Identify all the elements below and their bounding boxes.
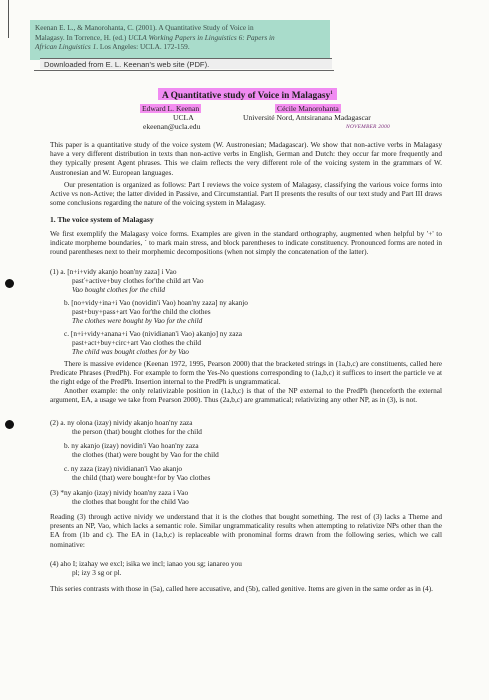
example-1b: b. [no+vidy+ina+i Vao (novidin'i Vao) hoan'ny zaza] ny akanjo — [64, 298, 248, 307]
scan-edge-line — [8, 0, 9, 38]
intro-paragraph: Our presentation is organized as follows: Part I reviews the voice system of Malagasy, classifying the various voice forms into Active vs non-Active; the latter divided in Passive, and Circumstantial. Part II presents the results of our text study and Part III draws some conclusions regarding the nature of the voicing system in Malagasy. — [50, 180, 442, 208]
example-2b: b. ny akanjo (izay) novidin'i Vao hoan'ny zaza — [64, 441, 199, 450]
download-note: Downloaded from E. L. Keenan's web site (PDF). — [40, 58, 332, 69]
example-3-gloss: the clothes that bought for the child Vao — [72, 497, 189, 506]
example-2a: (2) a. ny olona (izay) nividy akanjo hoan'ny zaza — [50, 418, 193, 427]
example-4-cont: pl; izy 3 sg or pl. — [72, 568, 122, 577]
example-4: (4) aho I; izahay we excl; isika we incl; ianao you sg; ianareo you — [50, 559, 242, 568]
example-2c: c. ny zaza (izay) nividianan'i Vao akanjo — [64, 464, 183, 473]
citation-line-2: Malagasy. In Torrence, H. (ed.) UCLA Working Papers in Linguistics 6: Papers in — [35, 32, 275, 42]
example-2b-gloss: the clothes (that) were bought by Vao for the child — [72, 450, 219, 459]
author-2-affil: Université Nord, Antsiranana Madagascar — [243, 113, 371, 122]
citation-line-3: African Linguistics 1. Los Angeles: UCLA. 172-159. — [35, 42, 190, 52]
abstract: This paper is a quantitative study of the voice system (W. Austronesian; Madagascar). We show that non-active verbs in Malagasy have a very different distribution in texts than non-active verbs in English, German and Dutch: they occur far more frequently and they typically present Agent phrases. This we claim reflects the very different role of the voicing system in the grammars of W. Austronesian and W. European languages. — [50, 140, 442, 177]
reading-paragraph: Reading (3) through active nividy we understand that it is the clothes that bought something. The rest of (3) lacks a Theme and presents an NP, Vao, which lacks a semantic role. Similar ungrammaticality results when attempting to relativize NPs other than the EA from (1b and c). The EA in (1a,b,c) is replaceable with pronominal forms drawn from the following series, which we call nominative: — [50, 512, 442, 549]
another-example-paragraph: Another example: the only relativizable position in (1a,b,c) is that of the NP external to the PredPh (henceforth the external argument, EA, a usage we take from Pearson 2000). Thus (2a,b,c) are grammatical; relativizing any other NP, as in (3), is not. — [50, 386, 442, 405]
contrast-paragraph: This series contrasts with those in (5a), called here accusative, and (5b), called genitive. Items are given in the same order as in (4). — [50, 584, 433, 593]
punch-hole — [5, 279, 14, 288]
example-1a: (1) a. [n+i+vidy akanjo hoan'ny zaza] i Vao — [50, 267, 177, 276]
example-2a-gloss: the person (that) bought clothes for the child — [72, 427, 202, 436]
example-2c-gloss: the child (that) were bought+for by Vao clothes — [72, 473, 211, 482]
author-1-affil: UCLA — [173, 113, 194, 122]
example-1a-translation: Vao bought clothes for the child — [72, 285, 166, 294]
divider — [34, 70, 334, 71]
section-heading: 1. The voice system of Malagasy — [50, 215, 154, 224]
example-1b-translation: The clothes were bought by Vao for the child — [72, 316, 203, 325]
citation-box — [30, 20, 330, 60]
example-1a-gloss: pasť+active+buy clothes for'the child art Vao — [72, 276, 204, 285]
section1-paragraph: We first exemplify the Malagasy voice forms. Examples are given in the standard orthography, augmented when helpful by '+' to indicate morpheme boundaries, ´ to mark main stress, and block parentheses to indicate constituency. Pronounced forms are noted in round parentheses next to their morphemic decompositions (when not simply the concatenation of the latter). — [50, 229, 442, 257]
example-1c-gloss: past+act+buy+circ+art Vao clothes the child — [72, 338, 201, 347]
author-1-name: Edward L. Keenan — [142, 104, 200, 113]
evidence-paragraph: There is massive evidence (Keenan 1972, 1995, Pearson 2000) that the bracketed strings in (1a,b,c) are constituents, called here Predicate Phrases (PredPh). For example to form the Yes-No questions corresponding to (1a,b,c) it suffices to insert the particle ve at the right edge of the PredPh. Insertion internal to the PredPh is ungrammatical. — [50, 359, 442, 387]
paper-title: A Quantitative study of Voice in Malagasy$^1$ — [158, 88, 337, 100]
handwritten-date: NOVEMBER 2000 — [346, 124, 390, 130]
example-3: (3) *ny akanjo (izay) nividy hoan'ny zaza i Vao — [50, 488, 189, 497]
citation-line-1: Keenan E. L., & Manorohanta, C. (2001). A Quantitative Study of Voice in — [35, 23, 254, 32]
author-1-email: ekeenan@ucla.edu — [143, 122, 201, 131]
example-1c: c. [n+i+vidy+anana+i Vao (nividianan'i Vao) akanjo] ny zaza — [64, 329, 242, 338]
punch-hole — [5, 420, 14, 429]
example-1b-gloss: past+buy+pass+art Vao for'the child the clothes — [72, 307, 211, 316]
example-1c-translation: The child was bought clothes for by Vao — [72, 347, 189, 356]
author-2-name: Cécile Manorohanta — [277, 104, 339, 113]
